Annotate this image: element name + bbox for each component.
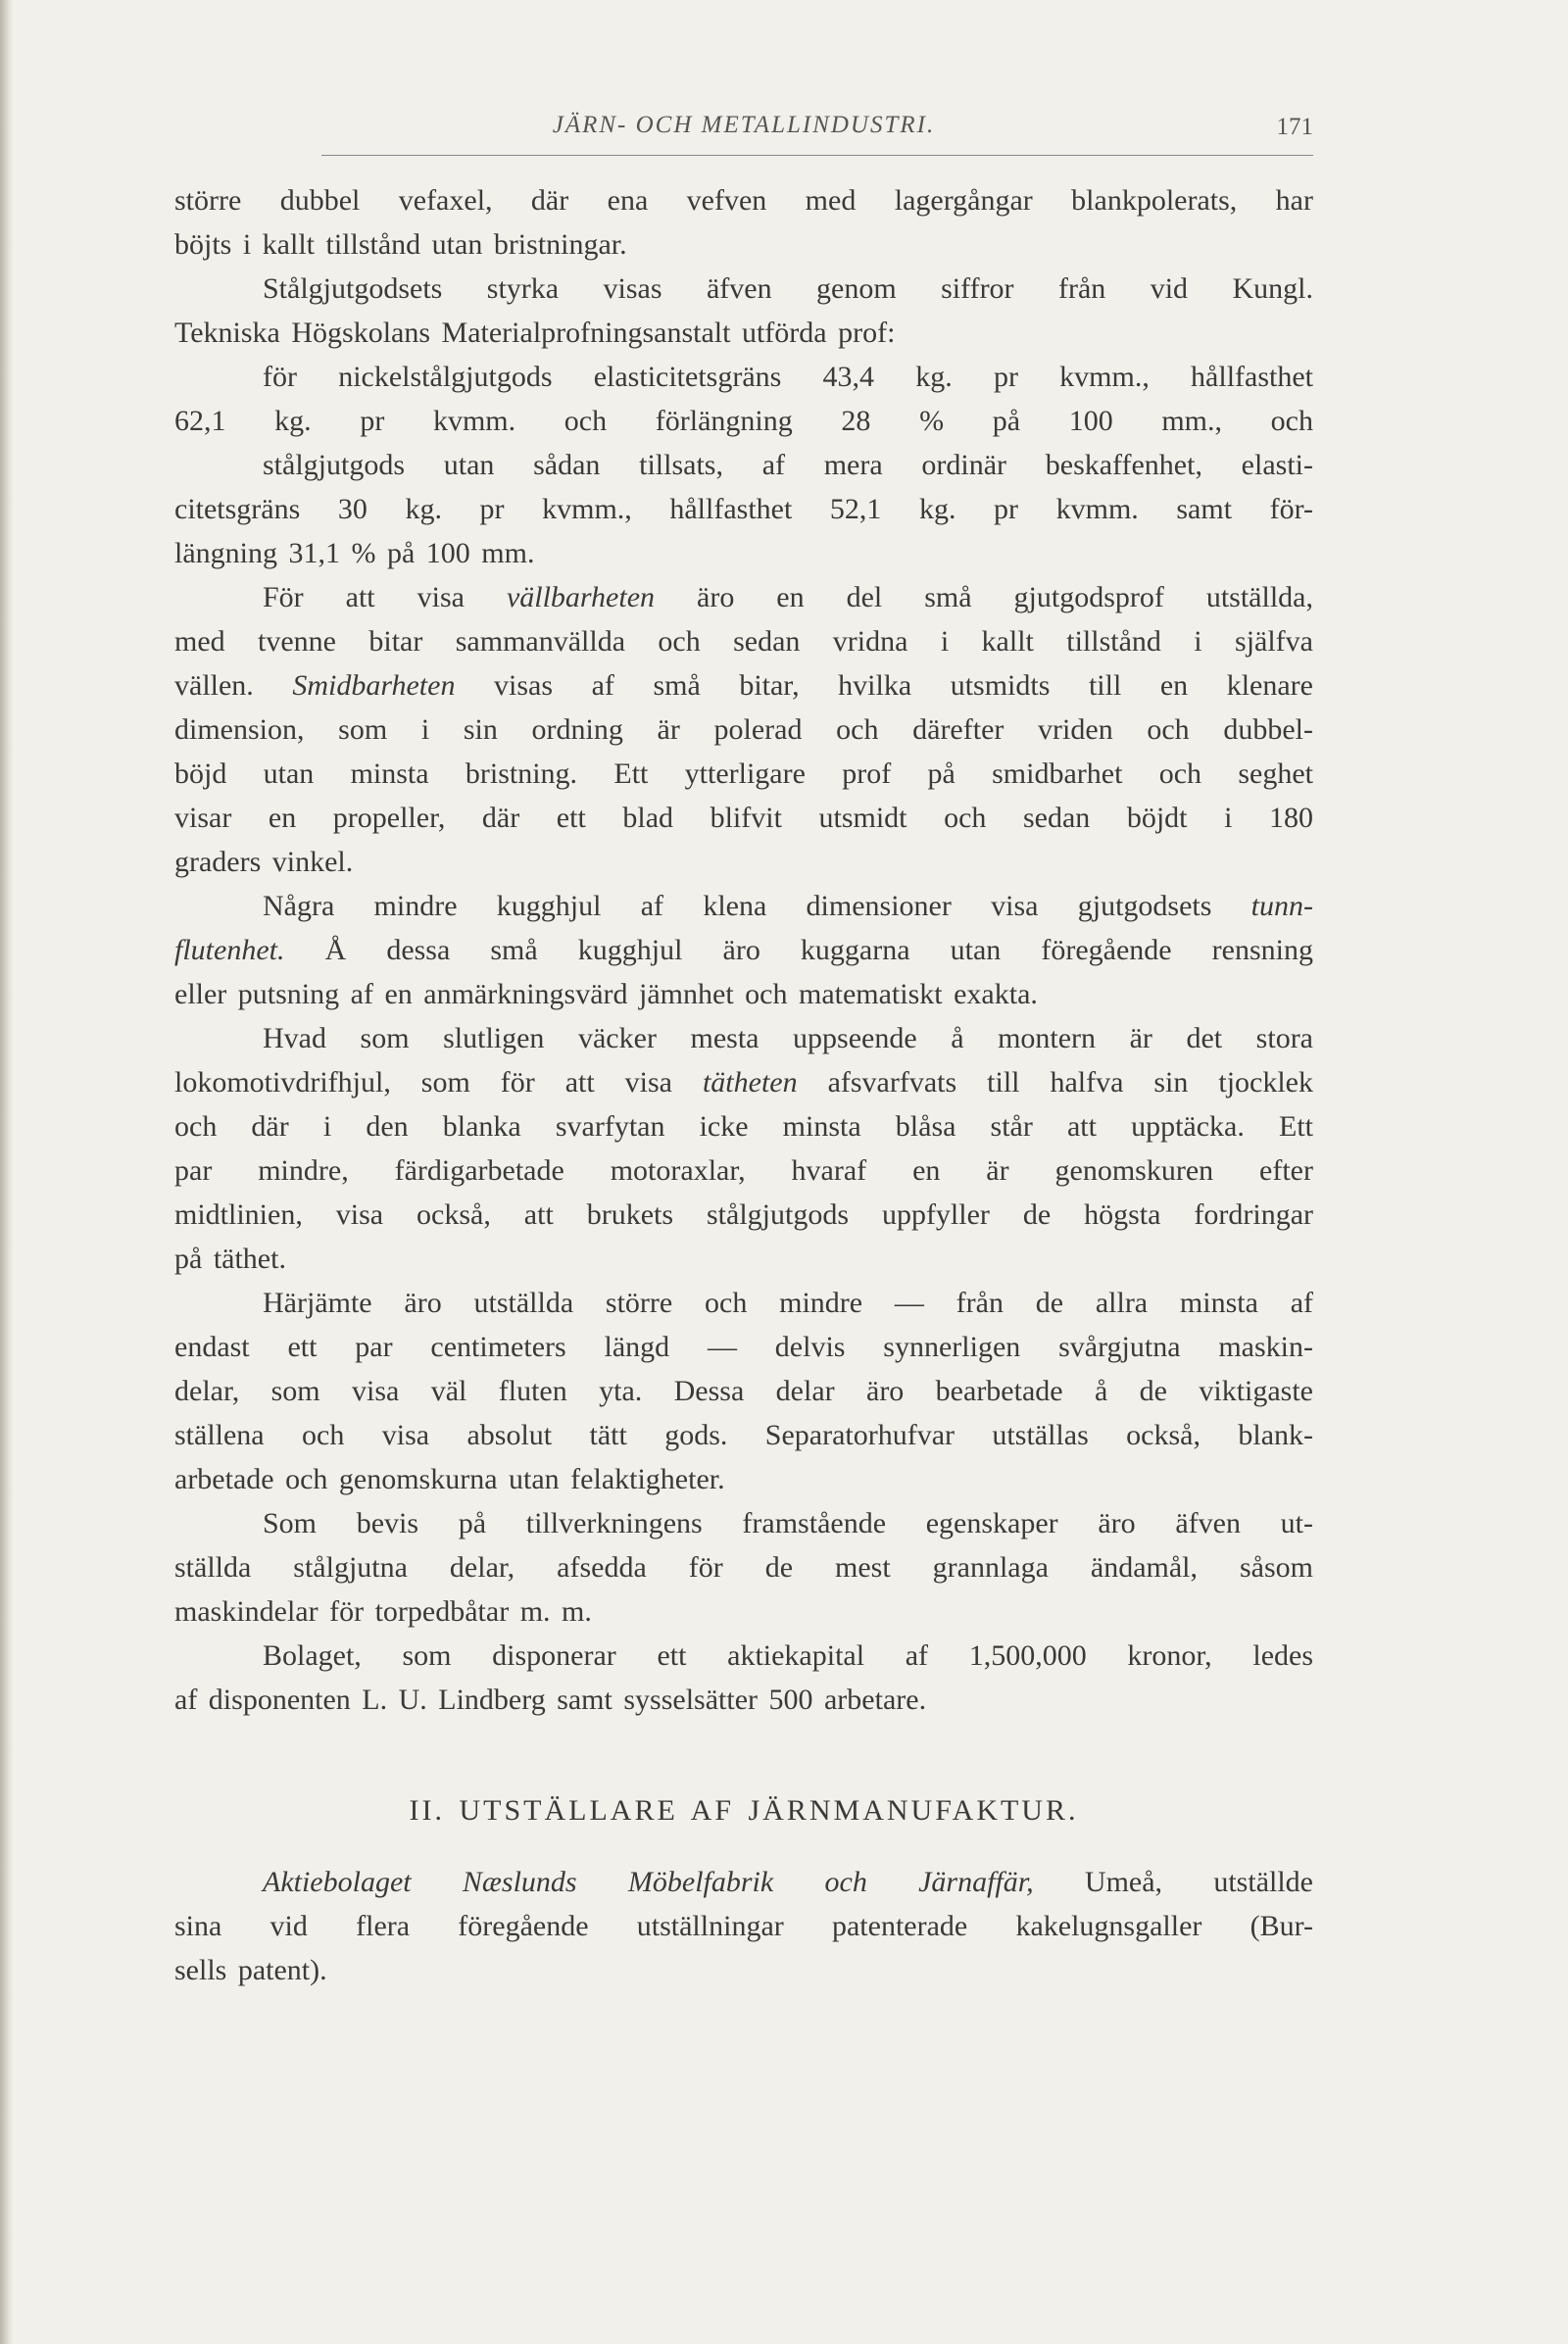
text-line: graders vinkel. (174, 846, 354, 878)
text-line: eller putsning af en anmärkningsvärd jämnhet och matematiskt exakta. (174, 978, 1038, 1010)
text-line: för nickelstålgjutgods elasticitetsgräns 43,4 kg. pr kvmm., hållfasthet (263, 361, 1313, 393)
paragraph-3 (174, 355, 1313, 443)
text-line: citetsgräns 30 kg. pr kvmm., hållfasthet 52,1 kg. pr kvmm. samt för- (174, 493, 1313, 525)
text-line (174, 884, 1313, 928)
paragraph-8 (174, 1281, 1313, 1501)
text-run: Å dessa små kugghjul äro kuggarna utan föregående rensning (284, 934, 1313, 966)
text-line: par mindre, färdigarbetade motoraxlar, hvaraf en är genomskuren efter (174, 1154, 1313, 1187)
paragraph-5 (174, 575, 1313, 884)
text-line: sells patent). (174, 1954, 327, 1986)
text-line: och där i den blanka svarfytan icke minsta blåsa står att upptäcka. Ett (174, 1110, 1313, 1143)
text-line: böjd utan minsta bristning. Ett ytterligare prof på smidbarhet och seghet (174, 757, 1313, 790)
paragraph-10 (174, 1634, 1313, 1722)
text-run: afsvarfvats till halfva sin tjocklek (797, 1066, 1313, 1099)
paragraph-9 (174, 1501, 1313, 1634)
text-line: endast ett par centimeters längd — delvis synnerligen svårgjutna maskin- (174, 1331, 1313, 1363)
text-line: större dubbel vefaxel, där ena vefven med lagergångar blankpolerats, har (174, 184, 1313, 217)
text-line: sina vid flera föregående utställningar patenterade kakelugnsgaller (Bur- (174, 1910, 1313, 1942)
text-line: Bolaget, som disponerar ett aktiekapital af 1,500,000 kronor, ledes (263, 1639, 1313, 1672)
emphasis-smidbarheten: Smidbarheten (292, 669, 456, 702)
text-run: För att visa (263, 581, 507, 613)
text-line (174, 1060, 1313, 1104)
running-head (174, 108, 1313, 157)
running-title: JÄRN- OCH METALLINDUSTRI. (552, 112, 936, 138)
text-line: längning 31,1 % på 100 mm. (174, 537, 535, 569)
paragraph-1 (174, 178, 1313, 267)
text-line: ställena och visa absolut tätt gods. Separatorhufvar utställas också, blank- (174, 1419, 1313, 1451)
paragraph-2 (174, 267, 1313, 355)
text-line: maskindelar för torpedbåtar m. m. (174, 1595, 592, 1628)
text-line (174, 663, 1313, 708)
text-run: äro en del små gjutgodsprof utställda, (655, 581, 1313, 613)
emphasis-tunnflutenhet: tunn- (1250, 890, 1313, 922)
exhibitor-name: Aktiebolaget Næslunds Möbelfabrik och Järnaffär, (263, 1866, 1034, 1898)
emphasis-tunnflutenhet-cont: flutenhet. (174, 934, 285, 966)
text-line: stålgjutgods utan sådan tillsats, af mera ordinär beskaffenhet, elasti- (263, 449, 1313, 481)
text-line: dimension, som i sin ordning är polerad och därefter vriden och dubbel- (174, 713, 1313, 746)
text-line: med tvenne bitar sammanvällda och sedan vridna i kallt tillstånd i själfva (174, 625, 1313, 658)
body-text (174, 178, 1313, 1992)
text-line: på täthet. (174, 1243, 286, 1275)
paragraph-6 (174, 884, 1313, 1016)
section-heading: II. UTSTÄLLARE AF JÄRNMANUFAKTUR. (409, 1794, 1079, 1827)
emphasis-vallbarheten: vällbarheten (506, 581, 656, 613)
text-line: midtlinien, visa också, att brukets stålgjutgods uppfyller de högsta fordringar (174, 1198, 1313, 1231)
text-line: Härjämte äro utställda större och mindre — från de allra minsta af (263, 1287, 1313, 1319)
text-line (174, 575, 1313, 619)
book-page (174, 108, 1313, 1992)
header-rule (321, 155, 1313, 156)
text-line: visar en propeller, där ett blad blifvit utsmidt och sedan böjdt i 180 (174, 802, 1313, 834)
text-line (174, 1860, 1313, 1904)
text-run: Några mindre kugghjul af klena dimensioner visa gjutgodsets (263, 890, 1251, 922)
text-line (174, 928, 1313, 972)
text-line: 62,1 kg. pr kvmm. och förlängning 28 % på 100 mm., och (174, 405, 1313, 437)
emphasis-tatheten: tätheten (702, 1066, 798, 1099)
text-line: Hvad som slutligen väcker mesta uppseende å montern är det stora (263, 1022, 1313, 1054)
text-line: af disponenten L. U. Lindberg samt sysselsätter 500 arbetare. (174, 1684, 927, 1716)
paragraph-7 (174, 1016, 1313, 1281)
text-line: Tekniska Högskolans Materialprofningsanstalt utförda prof: (174, 317, 896, 349)
text-line: ställda stålgjutna delar, afsedda för de mest grannlaga ändamål, såsom (174, 1551, 1313, 1584)
text-line: delar, som visa väl fluten yta. Dessa delar äro bearbetade å de viktigaste (174, 1375, 1313, 1407)
text-run: visas af små bitar, hvilka utsmidts till en klenare (455, 669, 1313, 702)
paragraph-4 (174, 443, 1313, 575)
binding-edge (0, 0, 14, 2344)
text-line: arbetade och genomskurna utan felaktigheter. (174, 1463, 725, 1495)
text-run: lokomotivdrifhjul, som för att visa (174, 1066, 703, 1099)
section-paragraph-1 (174, 1860, 1313, 1992)
page-number: 171 (1276, 114, 1313, 140)
text-run: Umeå, utställde (1033, 1866, 1313, 1898)
text-line: Som bevis på tillverkningens framstående egenskaper äro äfven ut- (263, 1507, 1313, 1539)
text-line: Stålgjutgodsets styrka visas äfven genom siffror från vid Kungl. (263, 272, 1313, 305)
text-line: böjts i kallt tillstånd utan bristningar. (174, 228, 627, 261)
text-run: vällen. (174, 669, 293, 702)
